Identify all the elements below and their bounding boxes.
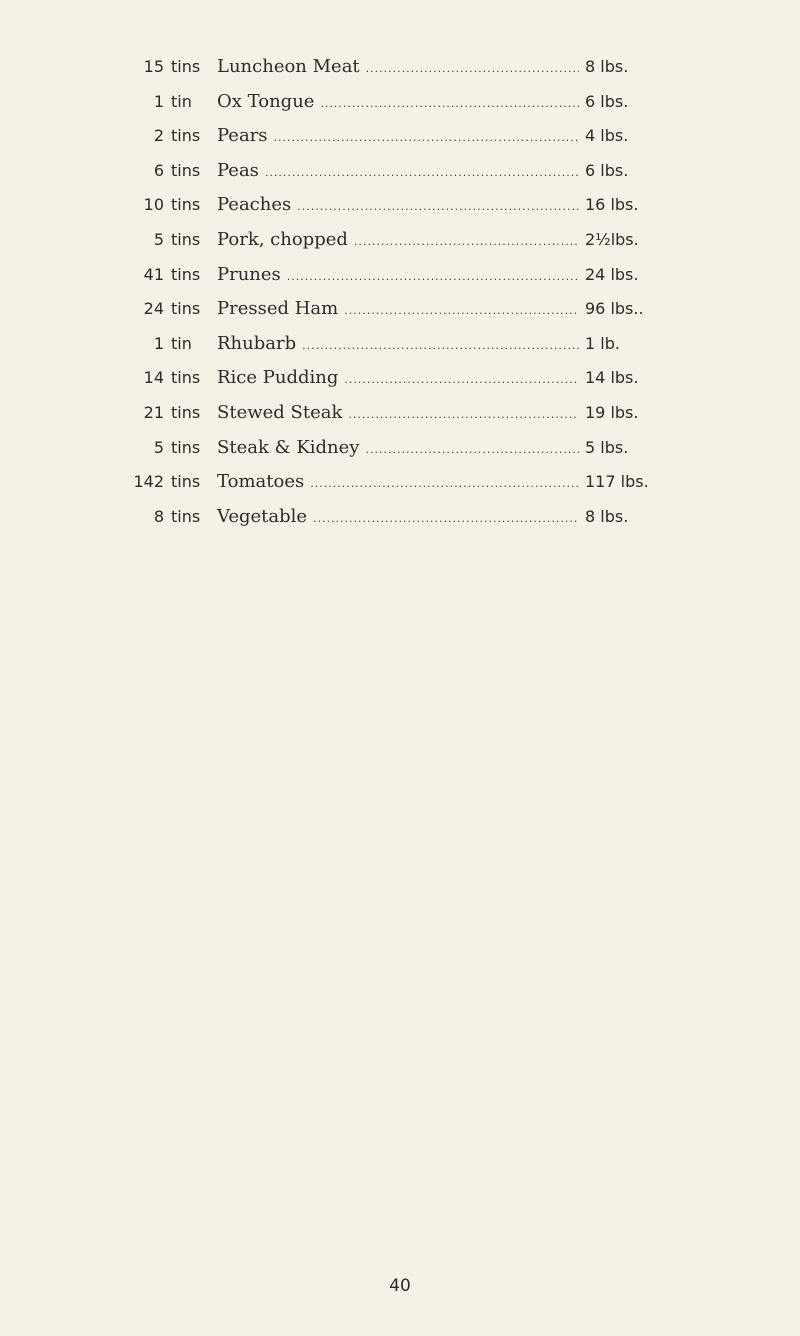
item-weight: 6 lbs. — [585, 91, 629, 111]
item-quantity: 10 — [143, 195, 164, 215]
item-weight: 8 lbs. — [585, 57, 629, 76]
item-quantity: 1 — [153, 91, 164, 111]
list-item — [120, 160, 655, 195]
item-name: Steak & Kidney — [217, 436, 360, 458]
dot-leader — [365, 443, 579, 456]
item-quantity: 24 — [143, 299, 164, 319]
item-unit: tins — [171, 472, 201, 492]
dot-leader — [265, 166, 579, 179]
item-weight: 14 lbs. — [585, 368, 639, 388]
item-name: Rhubarb — [217, 332, 297, 354]
item-weight: 4 lbs. — [585, 126, 629, 146]
dot-leader — [344, 304, 579, 317]
list-item — [120, 56, 655, 91]
item-quantity: 21 — [143, 402, 164, 422]
list-item — [120, 506, 655, 541]
item-name: Tomatoes — [217, 471, 305, 493]
dot-leader — [320, 97, 579, 110]
item-quantity: 5 — [153, 437, 164, 457]
item-weight: 19 lbs. — [585, 402, 639, 422]
item-unit: tins — [171, 368, 201, 388]
item-name: Stewed Steak — [217, 401, 343, 423]
item-unit: tins — [171, 160, 201, 180]
item-weight: 96 lbs.. — [585, 299, 644, 319]
dot-leader — [287, 270, 579, 283]
item-unit: tins — [171, 195, 201, 215]
dot-leader — [354, 235, 579, 248]
item-name: Peaches — [217, 194, 292, 216]
page-number: 40 — [389, 1276, 411, 1296]
dot-leader — [344, 373, 579, 386]
list-item — [120, 125, 655, 160]
item-name: Pressed Ham — [217, 298, 339, 320]
item-unit: tins — [171, 299, 201, 319]
item-weight: 6 lbs. — [585, 160, 629, 180]
list-item — [120, 471, 655, 506]
item-unit: tins — [171, 264, 201, 284]
item-unit: tin — [171, 91, 192, 111]
list-item — [120, 194, 655, 229]
dot-leader — [274, 131, 579, 144]
list-item — [120, 367, 655, 402]
item-unit: tins — [171, 229, 201, 249]
dot-leader — [297, 200, 579, 213]
item-weight: 2½lbs. — [585, 229, 639, 249]
item-quantity: 41 — [143, 264, 164, 284]
item-name: Vegetable — [217, 505, 308, 527]
provisions-list — [120, 56, 655, 540]
item-quantity: 142 — [133, 472, 164, 492]
item-quantity: 2 — [153, 126, 164, 146]
item-quantity: 5 — [153, 229, 164, 249]
list-item — [120, 437, 655, 472]
item-weight: 5 lbs. — [585, 437, 629, 457]
list-item — [120, 264, 655, 299]
item-quantity: 14 — [143, 368, 164, 388]
item-unit: tins — [171, 57, 201, 76]
item-unit: tins — [171, 402, 201, 422]
item-quantity: 6 — [153, 160, 164, 180]
item-name: Rice Pudding — [217, 367, 339, 389]
item-weight: 8 lbs. — [585, 506, 629, 526]
list-item — [120, 229, 655, 264]
list-item — [120, 91, 655, 126]
dot-leader — [366, 62, 579, 75]
item-unit: tins — [171, 126, 201, 146]
item-unit: tins — [171, 437, 201, 457]
item-name: Ox Tongue — [217, 90, 315, 112]
item-name: Peas — [217, 159, 259, 181]
item-quantity: 1 — [153, 333, 164, 353]
item-name: Prunes — [217, 263, 281, 285]
list-item — [120, 298, 655, 333]
item-unit: tin — [171, 333, 192, 353]
item-name: Luncheon Meat — [217, 56, 360, 77]
dot-leader — [310, 477, 579, 490]
list-item — [120, 333, 655, 368]
item-unit: tins — [171, 506, 201, 526]
dot-leader — [348, 408, 579, 421]
dot-leader — [313, 512, 579, 525]
list-item — [120, 402, 655, 437]
item-name: Pork, chopped — [217, 228, 348, 250]
item-weight: 24 lbs. — [585, 264, 639, 284]
dot-leader — [302, 339, 579, 352]
item-weight: 117 lbs. — [585, 472, 649, 492]
item-quantity: 15 — [143, 57, 164, 76]
item-name: Pears — [217, 125, 268, 147]
item-weight: 1 lb. — [585, 333, 620, 353]
item-quantity: 8 — [153, 506, 164, 526]
item-weight: 16 lbs. — [585, 195, 639, 215]
